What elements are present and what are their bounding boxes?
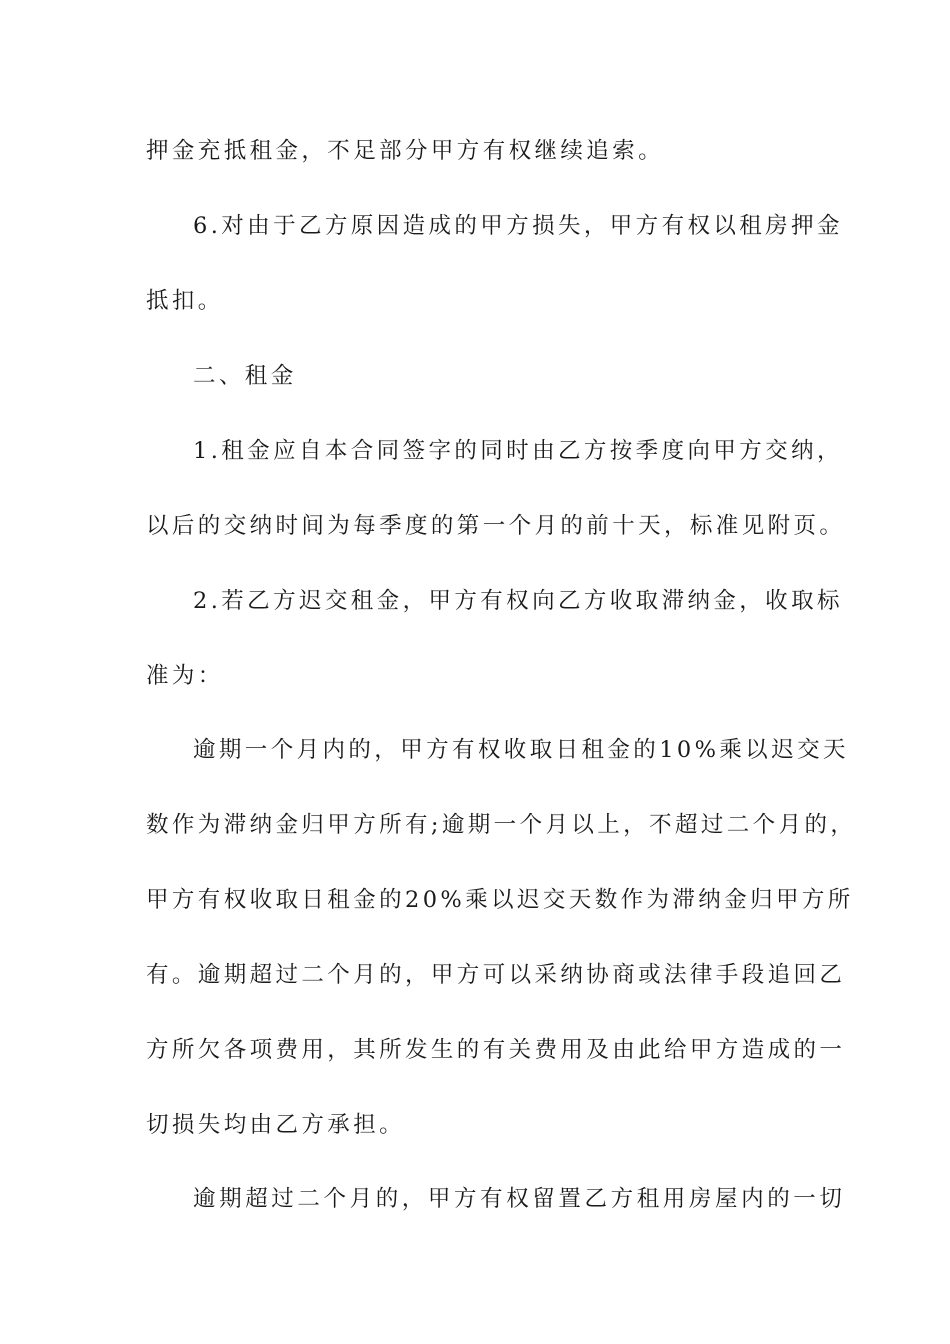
- paragraph-line-6: 以后的交纳时间为每季度的第一个月的前十天，标准见附页。: [146, 513, 846, 539]
- paragraph-line-13: 方所欠各项费用，其所发生的有关费用及由此给甲方造成的一: [146, 1037, 846, 1063]
- paragraph-line-8: 准为：: [146, 663, 224, 689]
- paragraph-line-1: 押金充抵租金，不足部分甲方有权继续追索。: [146, 138, 665, 164]
- paragraph-line-11: 甲方有权收取日租金的20%乘以迟交天数作为滞纳金归甲方所: [146, 887, 854, 913]
- paragraph-line-3: 抵扣。: [146, 288, 224, 314]
- paragraph-line-5: 1.租金应自本合同签字的同时由乙方按季度向甲方交纳，: [193, 438, 843, 464]
- paragraph-line-7: 2.若乙方迟交租金，甲方有权向乙方收取滞纳金，收取标: [193, 588, 843, 614]
- section-heading-rent: 二、租金: [193, 363, 297, 389]
- paragraph-line-12: 有。逾期超过二个月的，甲方可以采纳协商或法律手段追回乙: [146, 962, 846, 988]
- paragraph-line-2: 6.对由于乙方原因造成的甲方损失，甲方有权以租房押金: [193, 213, 843, 239]
- paragraph-line-10: 数作为滞纳金归甲方所有;逾期一个月以上，不超过二个月的，: [146, 812, 857, 838]
- paragraph-line-15: 逾期超过二个月的，甲方有权留置乙方租用房屋内的一切: [193, 1186, 846, 1212]
- paragraph-line-14: 切损失均由乙方承担。: [146, 1112, 406, 1138]
- paragraph-line-9: 逾期一个月内的，甲方有权收取日租金的10%乘以迟交天: [193, 737, 849, 763]
